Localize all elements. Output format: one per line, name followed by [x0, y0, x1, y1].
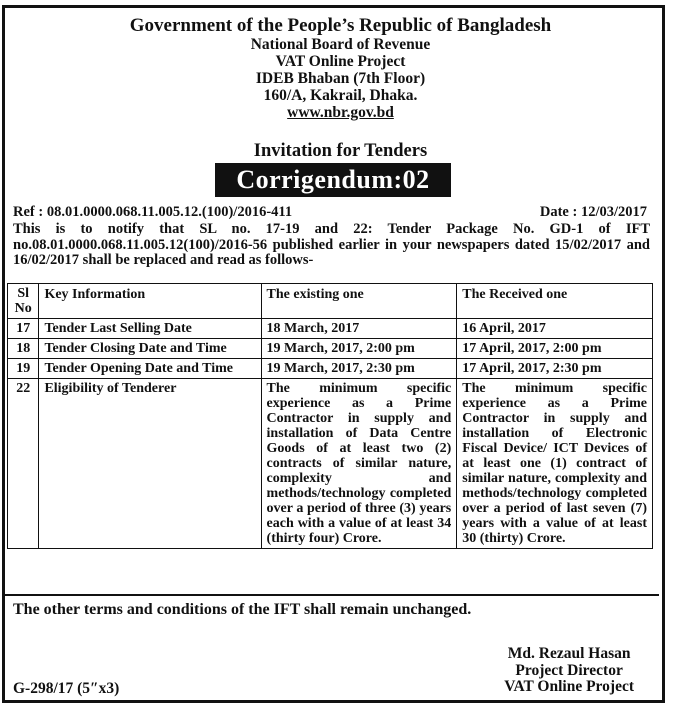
notice-date: Date : 12/03/2017 — [539, 204, 647, 220]
row-existing: 19 March, 2017, 2:30 pm — [261, 359, 457, 379]
board-name: National Board of Revenue — [250, 36, 431, 53]
other-terms-statement: The other terms and conditions of the IFT shall remain unchanged. — [13, 601, 472, 618]
row-key: Tender Last Selling Date — [39, 319, 261, 339]
table-header-row — [8, 284, 653, 319]
row-key: Eligibility of Tenderer — [39, 379, 261, 549]
address: 160/A, Kakrail, Dhaka. — [263, 87, 418, 104]
row-sl: 22 — [8, 379, 39, 549]
row-received: 17 April, 2017, 2:30 pm — [457, 359, 653, 379]
signatory-name: Md. Rezaul Hasan — [507, 645, 631, 662]
header-received: The Received one — [457, 284, 653, 319]
signatory-title: Project Director — [515, 661, 623, 679]
table-row — [8, 359, 653, 379]
notice-title: Invitation for Tenders — [253, 141, 428, 161]
intro-paragraph: This is to notify that SL no. 17-19 and 22: Tender Package No. GD-1 of IFT no.08.01.0000.068.11.005.12(100)/2016-56 published earlier in your newspapers dated 15/02/2017 and 16/02/2017 shall be replaced and read as follows- — [13, 221, 650, 268]
reference-number: Ref : 08.01.0000.068.11.005.12.(100)/2016-411 — [13, 204, 293, 220]
building-name: IDEB Bhaban (7th Floor) — [255, 70, 426, 87]
amendment-table — [7, 283, 653, 549]
row-sl: 19 — [8, 359, 39, 379]
row-existing: 18 March, 2017 — [261, 319, 457, 339]
row-sl: 18 — [8, 339, 39, 359]
header-sl: Sl No — [8, 284, 39, 319]
project-name: VAT Online Project — [275, 53, 406, 70]
row-key: Tender Closing Date and Time — [39, 339, 261, 359]
table-row — [8, 379, 653, 549]
row-received: 17 April, 2017, 2:00 pm — [457, 339, 653, 359]
header-existing: The existing one — [261, 284, 457, 319]
advertisement-code: G-298/17 (5″x3) — [13, 680, 120, 697]
table-row — [8, 319, 653, 339]
signature-block — [504, 646, 634, 696]
notice-header — [0, 16, 681, 122]
government-name: Government of the People’s Republic of Bangladesh — [129, 15, 552, 36]
table-row — [8, 339, 653, 359]
row-existing: The minimum specific experience as a Prime Contractor in supply and installation of Data Centre Goods of at least two (2) contracts of similar nature, complexity and methods/technology completed over a period of three (3) years each with a value of at least 34 (thirty four) Crore. — [261, 379, 457, 549]
row-received: 16 April, 2017 — [457, 319, 653, 339]
row-existing: 19 March, 2017, 2:00 pm — [261, 339, 457, 359]
website-link[interactable]: www.nbr.gov.bd — [287, 104, 394, 121]
row-sl: 17 — [8, 319, 39, 339]
corrigendum-banner: Corrigendum:02 — [215, 163, 451, 197]
row-key: Tender Opening Date and Time — [39, 359, 261, 379]
row-received: The minimum specific experience as a Prime Contractor in supply and installation of Electronic Fiscal Device/ ICT Devices of at least one (1) contract of similar nature, complexity and methods/technology completed over a period of last seven (7) years with a value of at least 30 (thirty) Crore. — [457, 379, 653, 549]
section-divider — [5, 594, 659, 596]
signatory-organization: VAT Online Project — [504, 678, 634, 695]
header-key-information: Key Information — [39, 284, 261, 319]
